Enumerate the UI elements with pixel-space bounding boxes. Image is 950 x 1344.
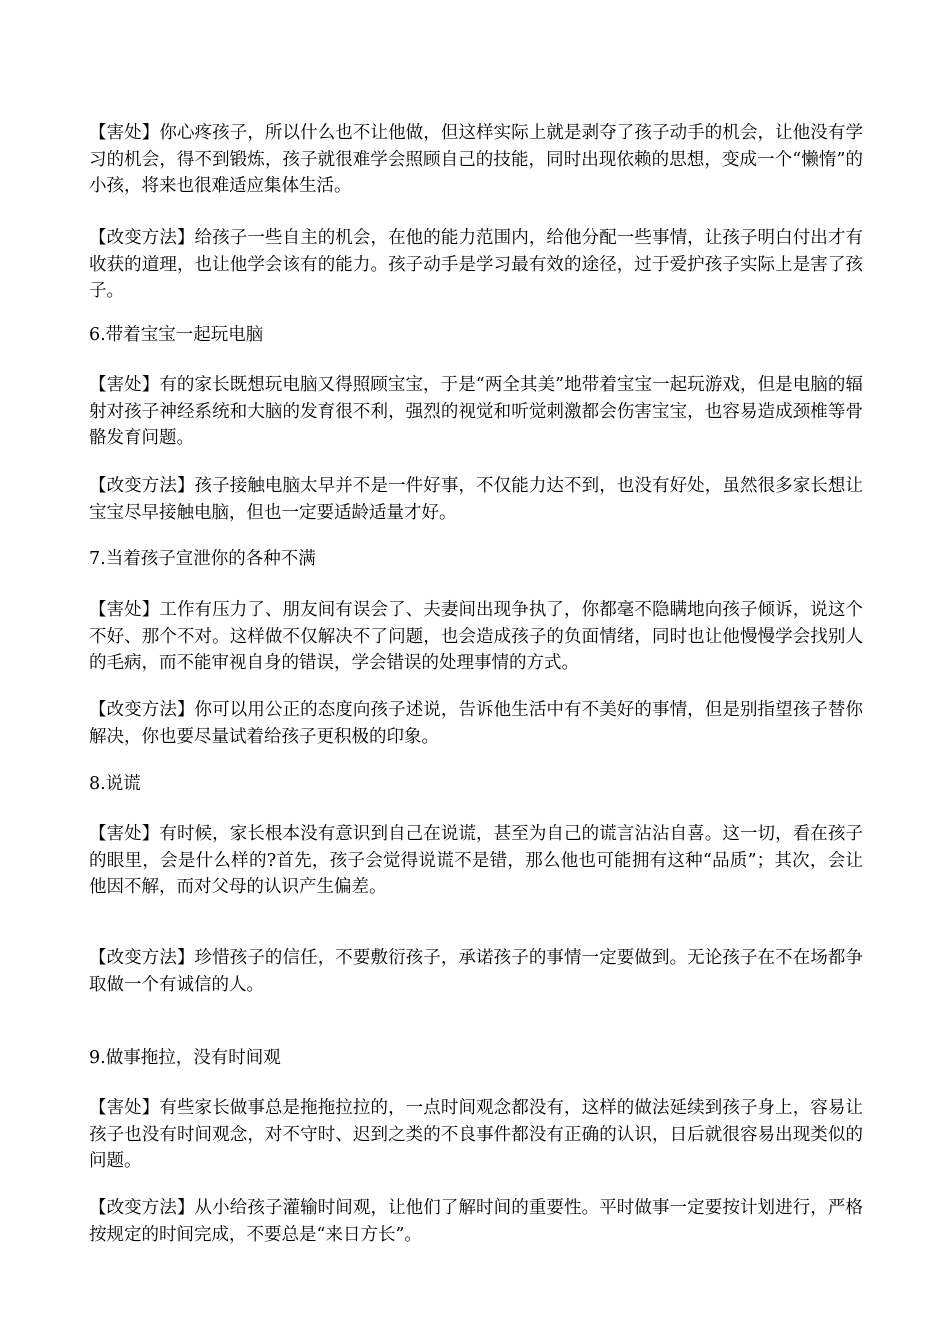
paragraph-harm-lying: 【害处】有时候，家长根本没有意识到自己在说谎，甚至为自己的谎言沾沾自喜。这一切，看在孩子的眼里，会是什么样的?首先，孩子会觉得说谎不是错，那么他也可能拥有这种“品质”；其次，会让他因不解，而对父母的认识产生偏差。 (89, 824, 863, 897)
section-heading-8: 8.说谎 (89, 774, 141, 794)
section-heading-6: 6.带着宝宝一起玩电脑 (89, 325, 264, 345)
paragraph-harm-procrastination: 【害处】有些家长做事总是拖拖拉拉的，一点时间观念都没有，这样的做法延续到孩子身上，容易让孩子也没有时间观念，对不守时、迟到之类的不良事件都没有正确的认识，日后就很容易出现类似的问题。 (89, 1098, 863, 1171)
paragraph-harm-computer: 【害处】有的家长既想玩电脑又得照顾宝宝，于是“两全其美”地带着宝宝一起玩游戏，但是电脑的辐射对孩子神经系统和大脑的发育很不利，强烈的视觉和听觉刺激都会伤害宝宝，也容易造成颈椎等骨骼发育问题。 (89, 375, 863, 448)
section-heading-7: 7.当着孩子宣泄你的各种不满 (89, 549, 316, 569)
paragraph-harm-venting: 【害处】工作有压力了、朋友间有误会了、夫妻间出现争执了，你都毫不隐瞒地向孩子倾诉，说这个不好、那个不对。这样做不仅解决不了问题，也会造成孩子的负面情绪，同时也让他慢慢学会找别人的毛病，而不能审视自身的错误，学会错误的处理事情的方式。 (89, 600, 863, 673)
paragraph-remedy-venting: 【改变方法】你可以用公正的态度向孩子述说，告诉他生活中有不美好的事情，但是别指望孩子替你解决，你也要尽量试着给孩子更积极的印象。 (89, 700, 863, 747)
paragraph-remedy-lying: 【改变方法】珍惜孩子的信任，不要敷衍孩子，承诺孩子的事情一定要做到。无论孩子在不在场都争取做一个有诚信的人。 (89, 948, 863, 995)
section-heading-9: 9.做事拖拉，没有时间观 (89, 1048, 281, 1068)
paragraph-remedy-computer: 【改变方法】孩子接触电脑太早并不是一件好事，不仅能力达不到，也没有好处，虽然很多家长想让宝宝尽早接触电脑，但也一定要适龄适量才好。 (89, 476, 863, 523)
paragraph-remedy-give-autonomy: 【改变方法】给孩子一些自主的机会，在他的能力范围内，给他分配一些事情，让孩子明白付出才有收获的道理，也让他学会该有的能力。孩子动手是学习最有效的途径，过于爱护孩子实际上是害了孩子。 (89, 228, 863, 301)
paragraph-remedy-procrastination: 【改变方法】从小给孩子灌输时间观，让他们了解时间的重要性。平时做事一定要按计划进行，严格按规定的时间完成，不要总是“来日方长”。 (89, 1198, 863, 1245)
paragraph-harm-doing-everything: 【害处】你心疼孩子，所以什么也不让他做，但这样实际上就是剥夺了孩子动手的机会，让他没有学习的机会，得不到锻炼，孩子就很难学会照顾自己的技能，同时出现依赖的思想，变成一个“懒惰”的小孩，将来也很难适应集体生活。 (89, 123, 863, 196)
